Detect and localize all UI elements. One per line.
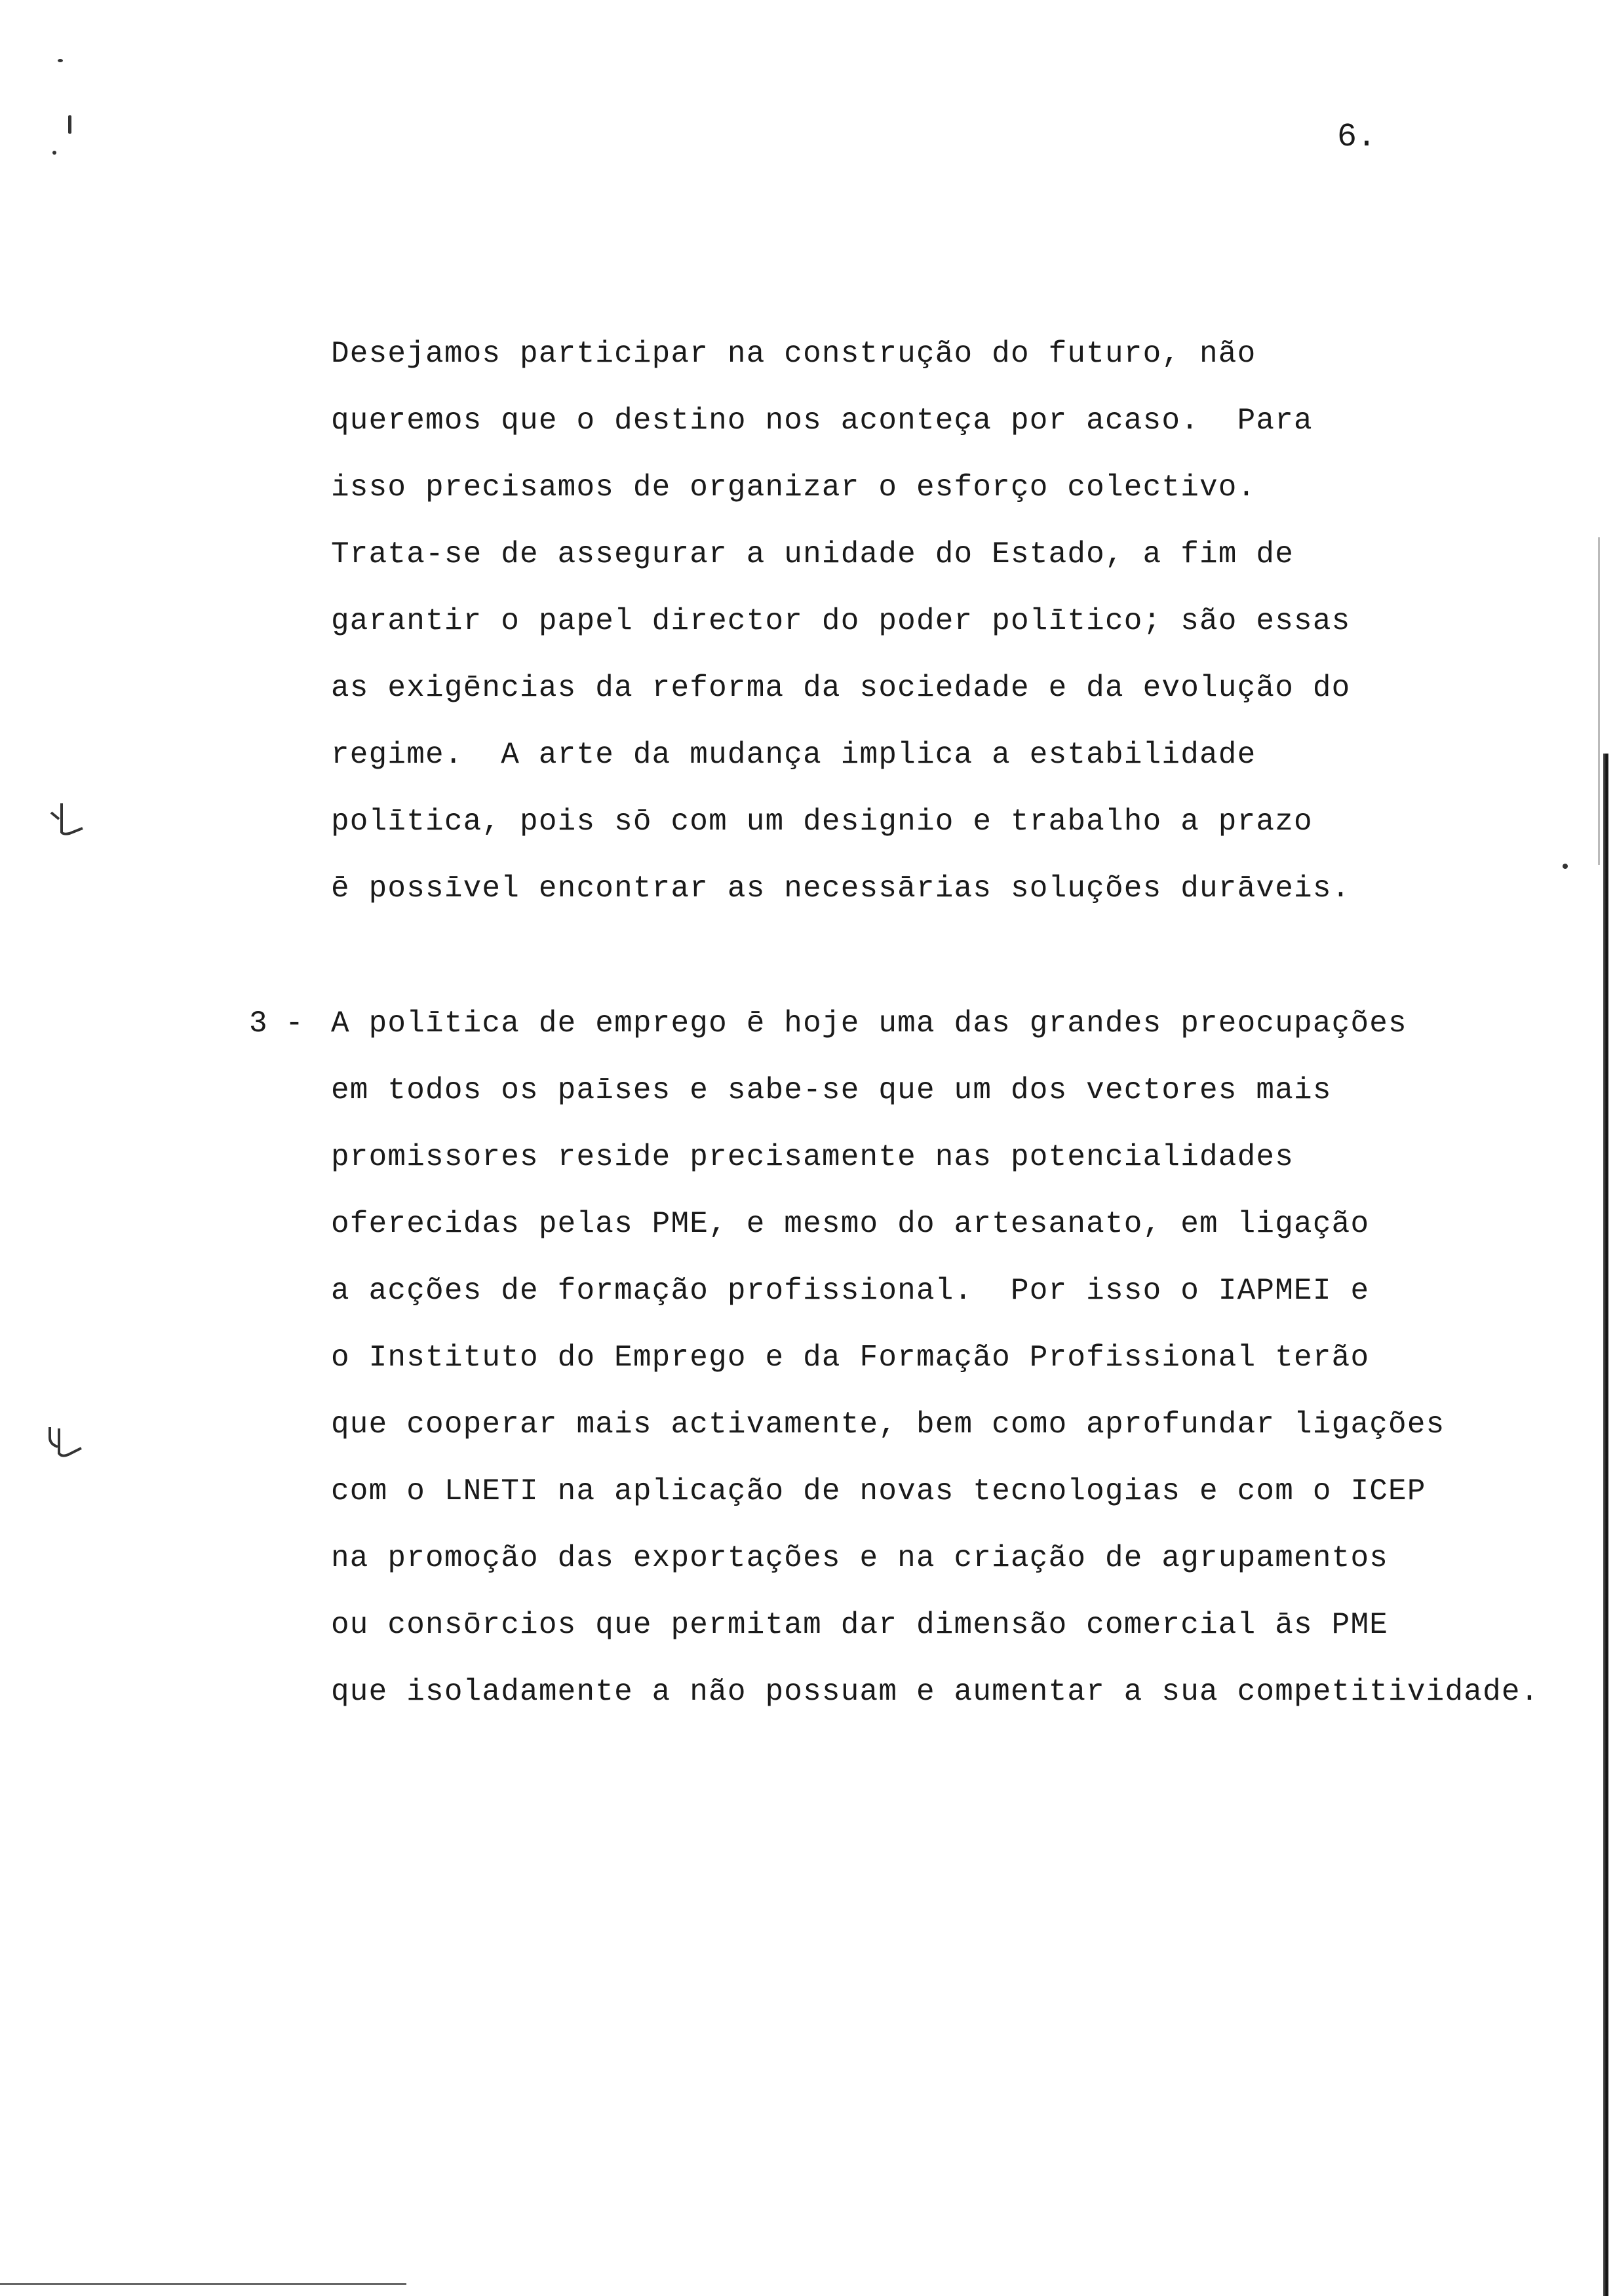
paragraph-line: as exigēncias da reforma da sociedade e da evolução do — [331, 671, 1351, 705]
paragraph-line: garantir o papel director do poder polītico; são essas — [331, 604, 1351, 638]
paragraph-line: Desejamos participar na construção do futuro, não — [331, 337, 1256, 371]
scan-speck — [1563, 864, 1568, 869]
list-item-line: A polītica de emprego ē hoje uma das grandes preocupações — [331, 1006, 1407, 1041]
scan-bottom-rule — [0, 2283, 406, 2285]
page-number: 6. — [1337, 119, 1377, 156]
hole-punch-mark-upper — [46, 799, 85, 839]
list-item-line: promissores reside precisamente nas potencialidades — [331, 1140, 1294, 1174]
scan-speck — [52, 151, 56, 155]
list-item-line: na promoção das exportações e na criação de agrupamentos — [331, 1541, 1389, 1575]
scan-edge-shadow — [1603, 754, 1608, 2296]
list-item-line: que isoladamente a não possuam e aumentar a sua competitividade. — [331, 1675, 1540, 1709]
list-item-line: a acções de formação profissional. Por isso o IAPMEI e — [331, 1274, 1370, 1308]
list-item-line: com o LNETI na aplicação de novas tecnologias e com o ICEP — [331, 1474, 1426, 1508]
list-marker: 3 - — [249, 1006, 303, 1041]
paragraph-line: Trata-se de assegurar a unidade do Estado, a fim de — [331, 537, 1294, 571]
hole-punch-mark-lower — [43, 1422, 83, 1461]
list-item-line: ou consōrcios que permitam dar dimensão comercial ās PME — [331, 1608, 1389, 1642]
list-item-line: em todos os paīses e sabe-se que um dos vectores mais — [331, 1073, 1332, 1107]
paragraph-line: ē possīvel encontrar as necessārias soluções durāveis. — [331, 871, 1351, 906]
list-item-line: o Instituto do Emprego e da Formação Profissional terão — [331, 1341, 1370, 1375]
list-item-line: oferecidas pelas PME, e mesmo do artesanato, em ligação — [331, 1207, 1370, 1241]
paragraph-line: queremos que o destino nos aconteça por acaso. Para — [331, 404, 1313, 438]
paragraph-line: isso precisamos de organizar o esforço colectivo. — [331, 470, 1256, 505]
scan-speck — [68, 115, 71, 134]
paragraph-line: regime. A arte da mudança implica a estabilidade — [331, 738, 1256, 772]
list-item-line: que cooperar mais activamente, bem como aprofundar ligações — [331, 1407, 1445, 1442]
scan-edge-faint — [1598, 537, 1600, 865]
paragraph-line: polītica, pois sō com um designio e trabalho a prazo — [331, 805, 1313, 839]
scan-speck — [58, 59, 63, 62]
